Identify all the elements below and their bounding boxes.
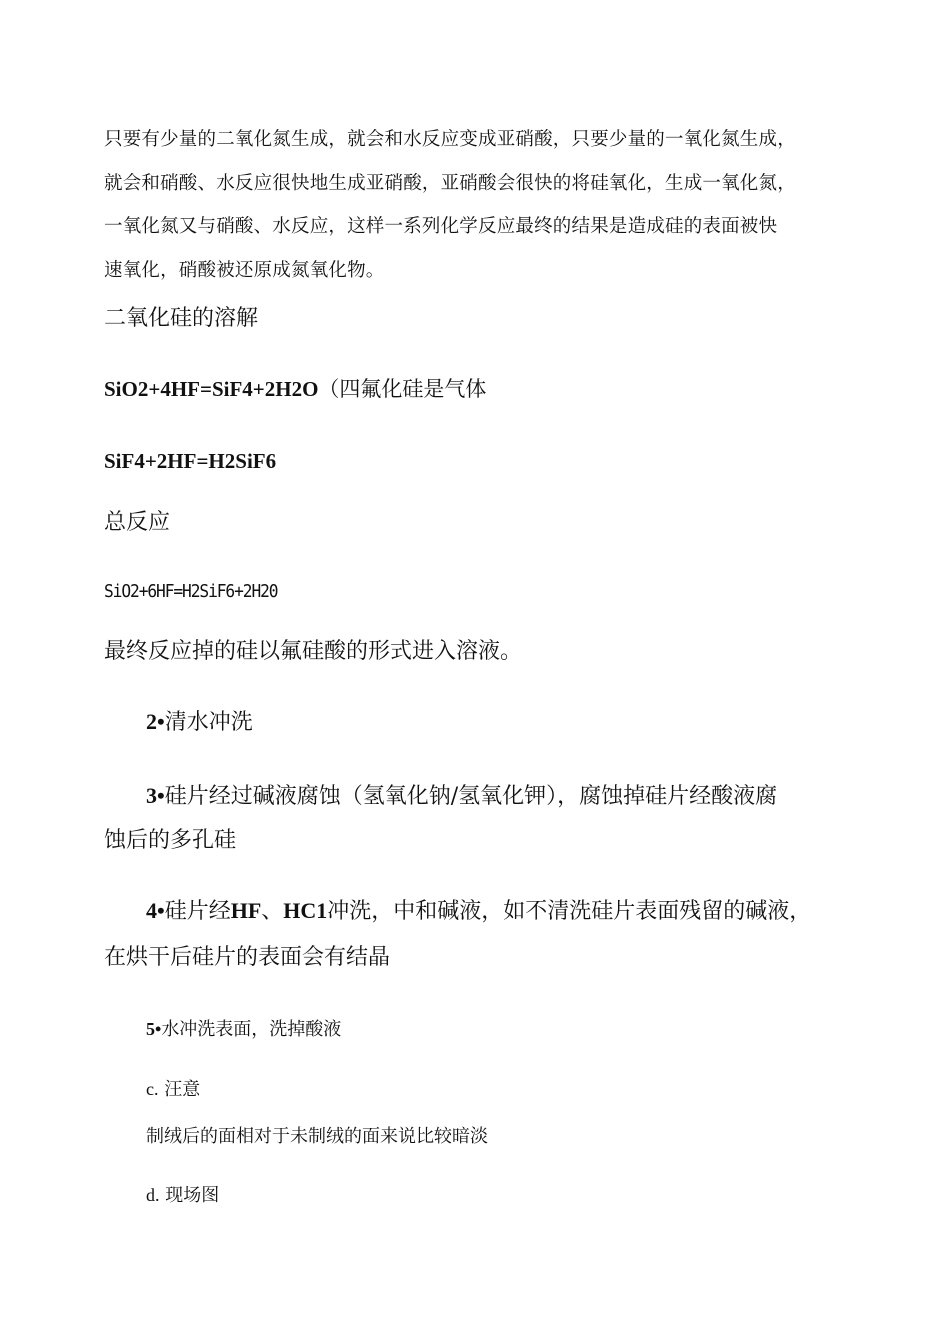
step-4: [104, 888, 874, 981]
equation-total: SiO2+6HF=H2SiF6+2H20: [104, 581, 278, 602]
section-d-label: d.: [146, 1185, 160, 1205]
intro-line: 只要有少量的二氧化氮生成，就会和水反应变成亚硝酸，只要少量的一氧化氮生成，: [104, 129, 796, 150]
final-sentence: 最终反应掉的硅以氟硅酸的形式进入溶液。: [104, 639, 523, 664]
step-4-number: 4•: [146, 898, 165, 923]
equation-1: [104, 372, 486, 406]
step-4-separator: 、: [261, 899, 284, 924]
intro-line: 就会和硝酸、水反应很快地生成亚硝酸，亚硝酸会很快的将硅氧化，生成一氧化氮，: [104, 172, 796, 194]
intro-paragraph: [104, 118, 864, 292]
section-c-heading: [146, 1074, 200, 1105]
step-5-number: 5•: [146, 1019, 162, 1039]
step-2-number: 2•: [146, 709, 165, 734]
section-d-title: 现场图: [165, 1185, 220, 1206]
section-c-title: 汪意: [164, 1079, 201, 1100]
step-3-number: 3•: [146, 783, 165, 808]
step-4-line: 在烘干后硅片的表面会有结晶: [104, 945, 391, 970]
section-d-heading: [146, 1180, 219, 1211]
step-4-text: 冲洗，中和碱液，如不清洗硅片表面残留的碱液，: [327, 899, 812, 924]
section-c-label: c.: [146, 1079, 159, 1099]
equation-1-note: （四氟化硅是气体: [318, 377, 487, 401]
dissolve-heading: 二氧化硅的溶解: [104, 306, 259, 331]
section-c-body: 制绒后的面相对于未制绒的面来说比较暗淡: [146, 1126, 488, 1147]
step-2-text: 清水冲洗: [164, 710, 253, 735]
total-reaction-heading: 总反应: [104, 510, 171, 535]
step-2: [146, 704, 253, 741]
equation-1-formula: SiO2+4HF=SiF4+2H2O: [104, 377, 319, 401]
step-3-line: 蚀后的多孔硅: [104, 828, 237, 853]
step-4-hf: HF: [230, 898, 262, 923]
equation-2: SiF4+2HF=H2SiF6: [104, 449, 277, 473]
step-3-line: [104, 774, 864, 819]
step-4-hcl: HC1: [283, 898, 328, 923]
step-5: [146, 1014, 341, 1045]
step-3: [104, 774, 864, 863]
step-4-line: [104, 888, 874, 935]
intro-line: 速氧化，硝酸被还原成氮氧化物。: [104, 259, 385, 281]
intro-line: 一氧化氮又与硝酸、水反应，这样一系列化学反应最终的结果是造成硅的表面被快: [104, 216, 778, 237]
step-5-text: 水冲洗表面，洗掉酸液: [161, 1019, 342, 1040]
step-3-text: 硅片经过碱液腐蚀（氢氧化钠/氢氧化钾），腐蚀掉硅片经酸液腐: [164, 784, 778, 809]
step-4-text: 硅片经: [164, 899, 231, 924]
